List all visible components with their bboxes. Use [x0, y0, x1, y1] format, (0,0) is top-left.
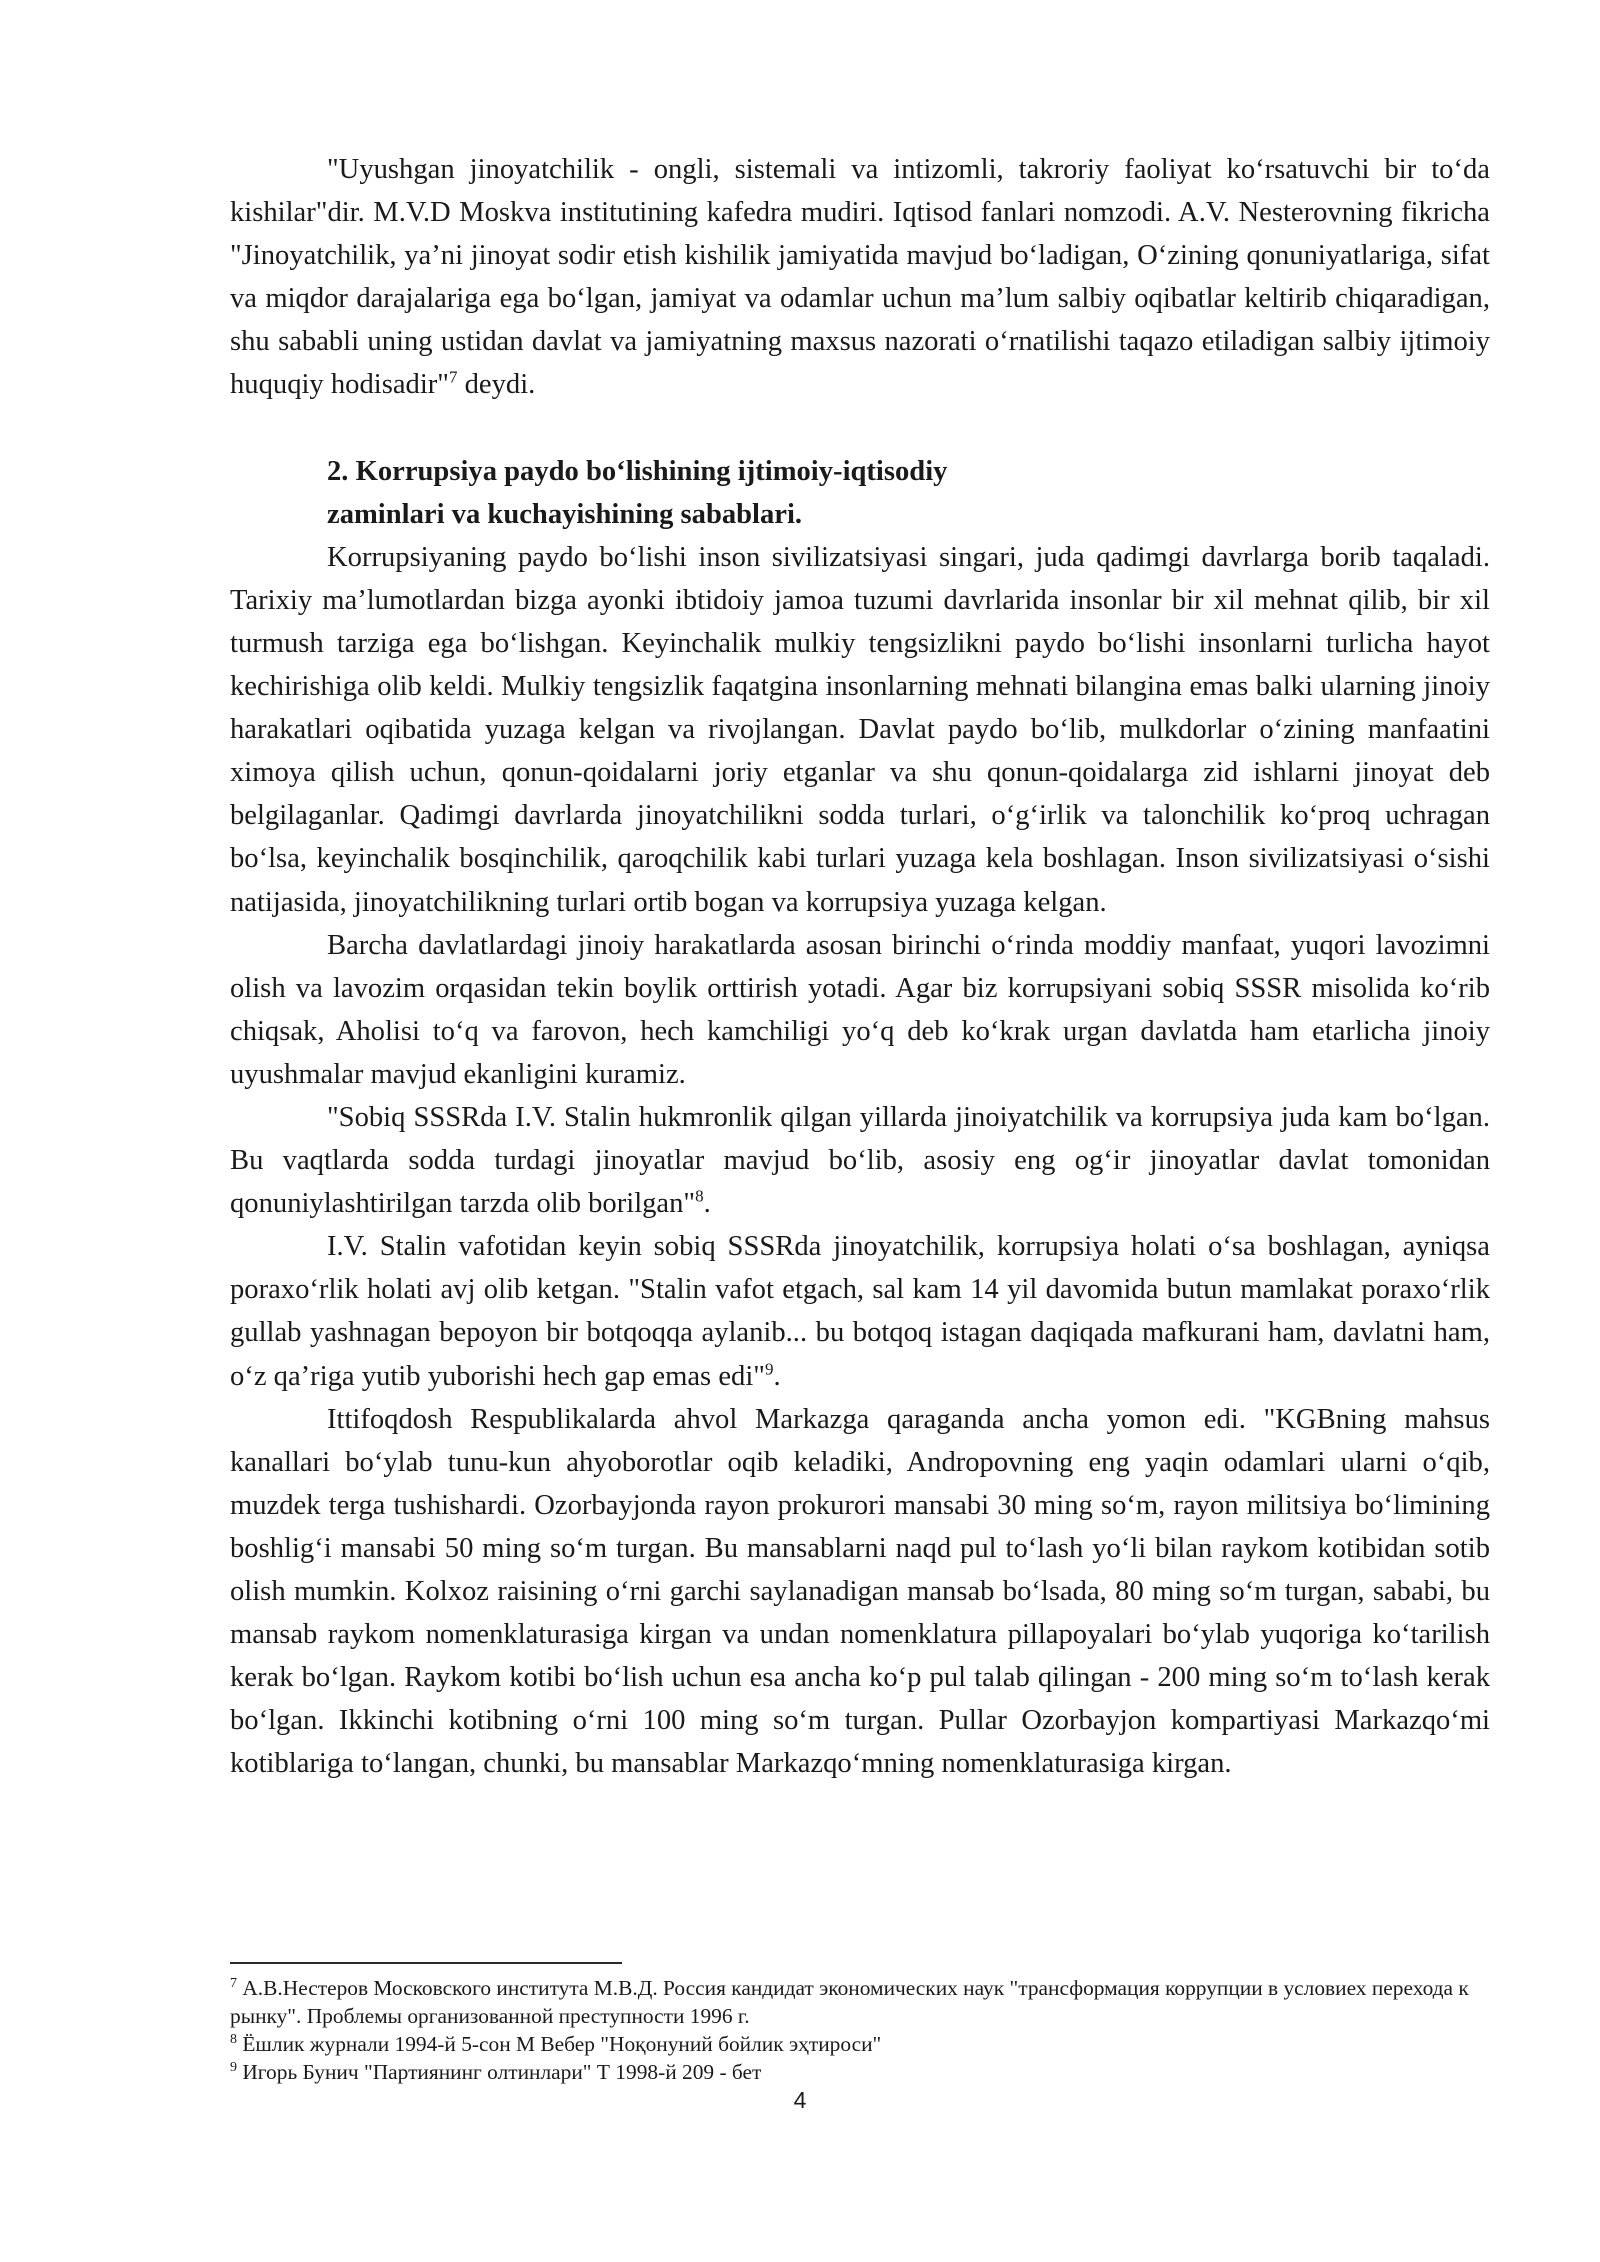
- footnote-ref-7[interactable]: 7: [448, 367, 458, 387]
- paragraph-6: Ittifoqdosh Respublikalarda ahvol Markazga qaraganda ancha yomon edi. "KGBning mahsus kanallari boʻylab tunu-kun ahyoborotlar oqib keladiki, Andropovning eng yaqin odamlari ularni oʻqib, muzdek terga tushishardi. Ozorbayjonda rayon prokurori mansabi 30 ming soʻm, rayon militsiya boʻlimining boshligʻi mansabi 50 ming soʻm turgan. Bu mansablarni naqd pul toʻlash yoʻli bilan raykom kotibidan sotib olish mumkin. Kolxoz raisining oʻrni garchi saylanadigan mansab boʻlsada, 80 ming soʻm turgan, sababi, bu mansab raykom nomenklaturasiga kirgan va undan nomenklatura pillapoyalari boʻylab yuqoriga koʻtarilish kerak boʻlgan. Raykom kotibi boʻlish uchun esa ancha koʻp pul talab qilingan - 200 ming soʻm toʻlash kerak boʻlgan. Ikkinchi kotibning oʻrni 100 ming soʻm turgan. Pullar Ozorbayjon kompartiyasi Markazqoʻmi kotiblariga toʻlangan, chunki, bu mansablar Markazqoʻmning nomenklaturasiga kirgan.: [230, 1403, 1490, 1780]
- page-number: 4: [793, 2087, 807, 2113]
- footnote-ref-8[interactable]: 8: [695, 1186, 704, 1206]
- footnote-ref-9[interactable]: 9: [764, 1359, 774, 1378]
- paragraph-5: I.V. Stalin vafotidan keyin sobiq SSSRda jinoyatchilik, korrupsiya holati oʻsa boshlagan, ayniqsa poraxoʻrlik holati avj olib ketgan. "Stalin vafot etgach, sal kam 14 yil davomida butun mamlakat poraxoʻrlik gullab yashnagan bepoyon bir botqoqqa aylanib... bu botqoq istagan daqiqada mafkurani ham, davlatni ham, oʻz qaʼriga yutib yuborishi hech gap emas edi"$^9$.: [230, 1231, 1490, 1392]
- paragraph-1: "Uyushgan jinoyatchilik - ongli, sistemali va intizomli, takroriy faoliyat koʻrsatuvchi bir toʻda kishilar"dir. M.V.D Moskva institutining kafedra mudiri. Iqtisod fanlari nomzodi. A.V. Nesterovning fikricha "Jinoyatchilik, yaʼni jinoyat sodir etish kishilik jamiyatida mavjud boʻladigan, Oʻzining qonuniyatlariga, sifat va miqdor darajalariga ega boʻlgan, jamiyat va odamlar uchun maʼlum salbiy oqibatlar keltirib chiqaradigan, shu sababli uning ustidan davlat va jamiyatning maxsus nazorati oʻrnatilishi taqazo etiladigan salbiy ijtimoiy huquqiy hodisadir"$^7$ deydi.: [230, 154, 1490, 401]
- section-heading-line-2: zaminlari va kuchayishining sabablari.: [327, 498, 803, 530]
- footnote-separator: [230, 1962, 622, 1964]
- section-heading-line-1: 2. Korrupsiya paydo boʻlishining ijtimoiy-iqtisodiy: [327, 455, 948, 487]
- paragraph-3: Barcha davlatlardagi jinoiy harakatlarda asosan birinchi oʻrinda moddiy manfaat, yuqori lavozimni olish va lavozim orqasidan tekin boylik orttirish yotadi. Agar biz korrupsiyani sobiq SSSR misolida koʻrib chiqsak, Aholisi toʻq va farovon, hech kamchiligi yoʻq deb koʻkrak urgan davlatda ham etarlicha jinoiy uyushmalar mavjud ekanligini kuramiz.: [230, 929, 1490, 1090]
- paragraph-2: Korrupsiyaning paydo boʻlishi inson sivilizatsiyasi singari, juda qadimgi davrlarga borib taqaladi. Tarixiy maʼlumotlardan bizga ayonki ibtidoiy jamoa tuzumi davrlarida insonlar bir xil mehnat qilib, bir xil turmush tarziga ega boʻlishgan. Keyinchalik mulkiy tengsizlikni paydo boʻlishi insonlarni turlicha hayot kechirishiga olib keldi. Mulkiy tengsizlik faqatgina insonlarning mehnati bilangina emas balki ularning jinoiy harakatlari oqibatida yuzaga kelgan va rivojlangan. Davlat paydo boʻlib, mulkdorlar oʻzining manfaatini ximoya qilish uchun, qonun-qoidalarni joriy etganlar va shu qonun-qoidalarga zid ishlarni jinoyat deb belgilaganlar. Qadimgi davrlarda jinoyatchilikni sodda turlari, oʻgʻirlik va talonchilik koʻproq uchragan boʻlsa, keyinchalik bosqinchilik, qaroqchilik kabi turlari yuzaga kela boshlagan. Inson sivilizatsiyasi oʻsishi natijasida, jinoyatchilikning turlari ortib bogan va korrupsiya yuzaga kelgan.: [230, 541, 1490, 918]
- section-heading: [327, 450, 1490, 536]
- page-body: [230, 148, 1490, 1785]
- footnote-9: $^9$ Игорь Бунич "Партиянинг олтинлари" Т 1998-й 209 - бет: [230, 2059, 762, 2084]
- footnote-8: $^8$ Ёшлик журнали 1994-й 5-сон М Вебер "Ноқонуний бойлик эҳтироси": [230, 2031, 882, 2056]
- footnotes: [230, 1962, 1490, 2086]
- paragraph-4: "Sobiq SSSRda I.V. Stalin hukmronlik qilgan yillarda jinoiyatchilik va korrupsiya juda kam boʻlgan. Bu vaqtlarda sodda turdagi jinoyatlar mavjud boʻlib, asosiy eng ogʻir jinoyatlar davlat tomonidan qonuniylashtirilgan tarzda olib borilgan"$^8$.: [230, 1101, 1490, 1220]
- footnote-7: $^7$ А.В.Нестеров Московского института М.В.Д. Россия кандидат экономических наук "трансформация коррупции в условиех перехода к рынку". Проблемы организованной преступности 1996 г.: [230, 1975, 1469, 2028]
